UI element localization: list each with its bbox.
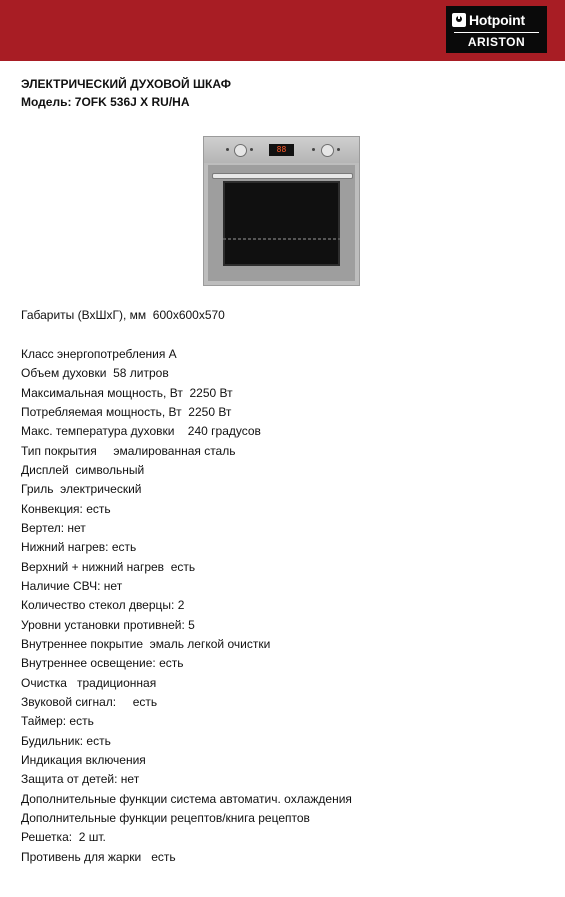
right-knob bbox=[321, 144, 334, 157]
spec-line: Количество стекол дверцы: 2 bbox=[21, 598, 185, 612]
product-model: Модель: 7OFK 536J X RU/HA bbox=[21, 95, 190, 109]
indicator-dot bbox=[312, 148, 315, 151]
oven-rack bbox=[223, 238, 340, 240]
spec-line: Внутреннее покрытие эмаль легкой очистки bbox=[21, 637, 271, 651]
spec-line: Уровни установки противней: 5 bbox=[21, 618, 195, 632]
spec-line: Макс. температура духовки 240 градусов bbox=[21, 424, 261, 438]
spec-line: Вертел: нет bbox=[21, 521, 86, 535]
spec-line: Противень для жарки есть bbox=[21, 850, 176, 864]
spec-line: Объем духовки 58 литров bbox=[21, 366, 169, 380]
indicator-dot bbox=[337, 148, 340, 151]
spec-line: Дополнительные функции система автоматич. охлаждения bbox=[21, 792, 352, 806]
spec-line: Звуковой сигнал: есть bbox=[21, 695, 158, 709]
brand-logo bbox=[446, 6, 547, 53]
spec-line: Наличие СВЧ: нет bbox=[21, 579, 123, 593]
spec-dimensions: Габариты (ВхШхГ), мм 600х600х570 bbox=[21, 308, 225, 322]
spec-line: Будильник: есть bbox=[21, 734, 111, 748]
indicator-dot bbox=[250, 148, 253, 151]
brand-badge bbox=[270, 269, 294, 275]
spec-line: Решетка: 2 шт. bbox=[21, 830, 106, 844]
spec-line: Гриль электрический bbox=[21, 482, 142, 496]
oven-display: 88 bbox=[269, 144, 294, 156]
logo-line1: Hotpoint bbox=[469, 12, 525, 28]
spec-line: Дисплей символьный bbox=[21, 463, 145, 477]
power-icon bbox=[452, 13, 466, 27]
oven-image bbox=[203, 136, 360, 286]
spec-line: Конвекция: есть bbox=[21, 502, 111, 516]
spec-line: Таймер: есть bbox=[21, 714, 94, 728]
spec-line: Очистка традиционная bbox=[21, 676, 157, 690]
left-knob bbox=[234, 144, 247, 157]
door-glass bbox=[223, 181, 340, 266]
spec-line: Нижний нагрев: есть bbox=[21, 540, 137, 554]
spec-line: Защита от детей: нет bbox=[21, 772, 140, 786]
logo-divider bbox=[454, 32, 539, 33]
door-handle bbox=[212, 173, 353, 179]
spec-line: Внутреннее освещение: есть bbox=[21, 656, 184, 670]
spec-line: Максимальная мощность, Вт 2250 Вт bbox=[21, 386, 233, 400]
indicator-dot bbox=[226, 148, 229, 151]
spec-line: Индикация включения bbox=[21, 753, 146, 767]
spec-line: Класс энергопотребления А bbox=[21, 347, 177, 361]
spec-line: Потребляемая мощность, Вт 2250 Вт bbox=[21, 405, 232, 419]
spec-line: Тип покрытия эмалированная сталь bbox=[21, 444, 236, 458]
spec-line: Верхний + нижний нагрев есть bbox=[21, 560, 196, 574]
product-type: ЭЛЕКТРИЧЕСКИЙ ДУХОВОЙ ШКАФ bbox=[21, 77, 231, 91]
spec-line: Дополнительные функции рецептов/книга рецептов bbox=[21, 811, 310, 825]
logo-line2: ARISTON bbox=[467, 35, 526, 49]
